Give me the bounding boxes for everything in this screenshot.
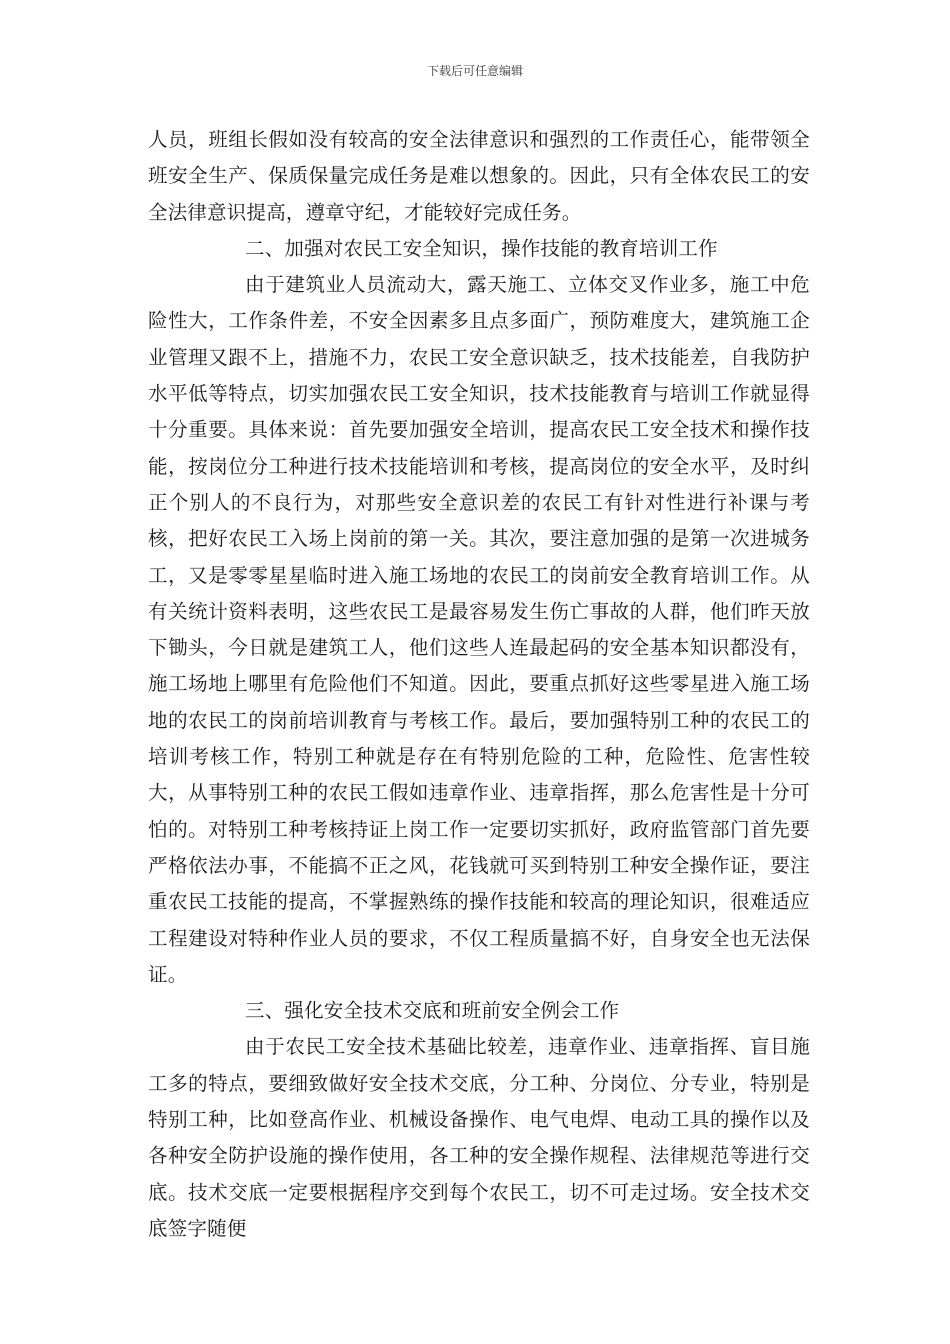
document-body bbox=[148, 122, 810, 1247]
paragraph-section-3: 由于农民工安全技术基础比较差，违章作业、违章指挥、盲目施工多的特点，要细致做好安全技术交底，分工种、分岗位、分专业，特别是特别工种，比如登高作业、机械设备操作、电气电焊、电动工具的操作以及各种安全防护设施的操作使用，各工种的安全操作规程、法律规范等进行交底。技术交底一定要根据程序交到每个农民工，切不可走过场。安全技术交底签字随便 bbox=[148, 1035, 810, 1240]
paragraph-continued: 人员，班组长假如没有较高的安全法律意识和强烈的工作责任心，能带领全班安全生产、保质保量完成任务是难以想象的。因此，只有全体农民工的安全法律意识提高，遵章守纪，才能较好完成任务。 bbox=[148, 128, 810, 224]
section-heading-2: 二、加强对农民工安全知识，操作技能的教育培训工作 bbox=[245, 236, 718, 260]
section-heading-3: 三、强化安全技术交底和班前安全例会工作 bbox=[245, 999, 620, 1023]
paragraph-section-2: 由于建筑业人员流动大，露天施工、立体交叉作业多，施工中危险性大，工作条件差，不安全因素多且点多面广，预防难度大，建筑施工企业管理又跟不上，措施不力，农民工安全意识缺乏，技术技能差，自我防护水平低等特点，切实加强农民工安全知识，技术技能教育与培训工作就显得十分重要。具体来说：首先要加强安全培训，提高农民工安全技术和操作技能，按岗位分工种进行技术技能培训和考核，提高岗位的安全水平，及时纠正个别人的不良行为，对那些安全意识差的农民工有针对性进行补课与考核，把好农民工入场上岗前的第一关。其次，要注意加强的是第一次进城务工，又是零零星星临时进入施工场地的农民工的岗前安全教育培训工作。从有关统计资料表明，这些农民工是最容易发生伤亡事故的人群，他们昨天放下锄头，今日就是建筑工人，他们这些人连最起码的安全基本知识都没有，施工场地上哪里有危险他们不知道。因此，要重点抓好这些零星进入施工场地的农民工的岗前培训教育与考核工作。最后，要加强特别工种的农民工的培训考核工作，特别工种就是存在有特别危险的工种，危险性、危害性较大，从事特别工种的农民工假如违章作业、违章指挥，那么危害性是十分可怕的。对特别工种考核持证上岗工作一定要切实抓好，政府监管部门首先要严格依法办事，不能搞不正之风，花钱就可买到特别工种安全操作证，要注重农民工技能的提高，不掌握熟练的操作技能和较高的理论知识，很难适应工程建设对特种作业人员的要求，不仅工程质量搞不好，自身安全也无法保证。 bbox=[148, 273, 810, 986]
header-note: 下载后可任意编辑 bbox=[426, 64, 523, 78]
